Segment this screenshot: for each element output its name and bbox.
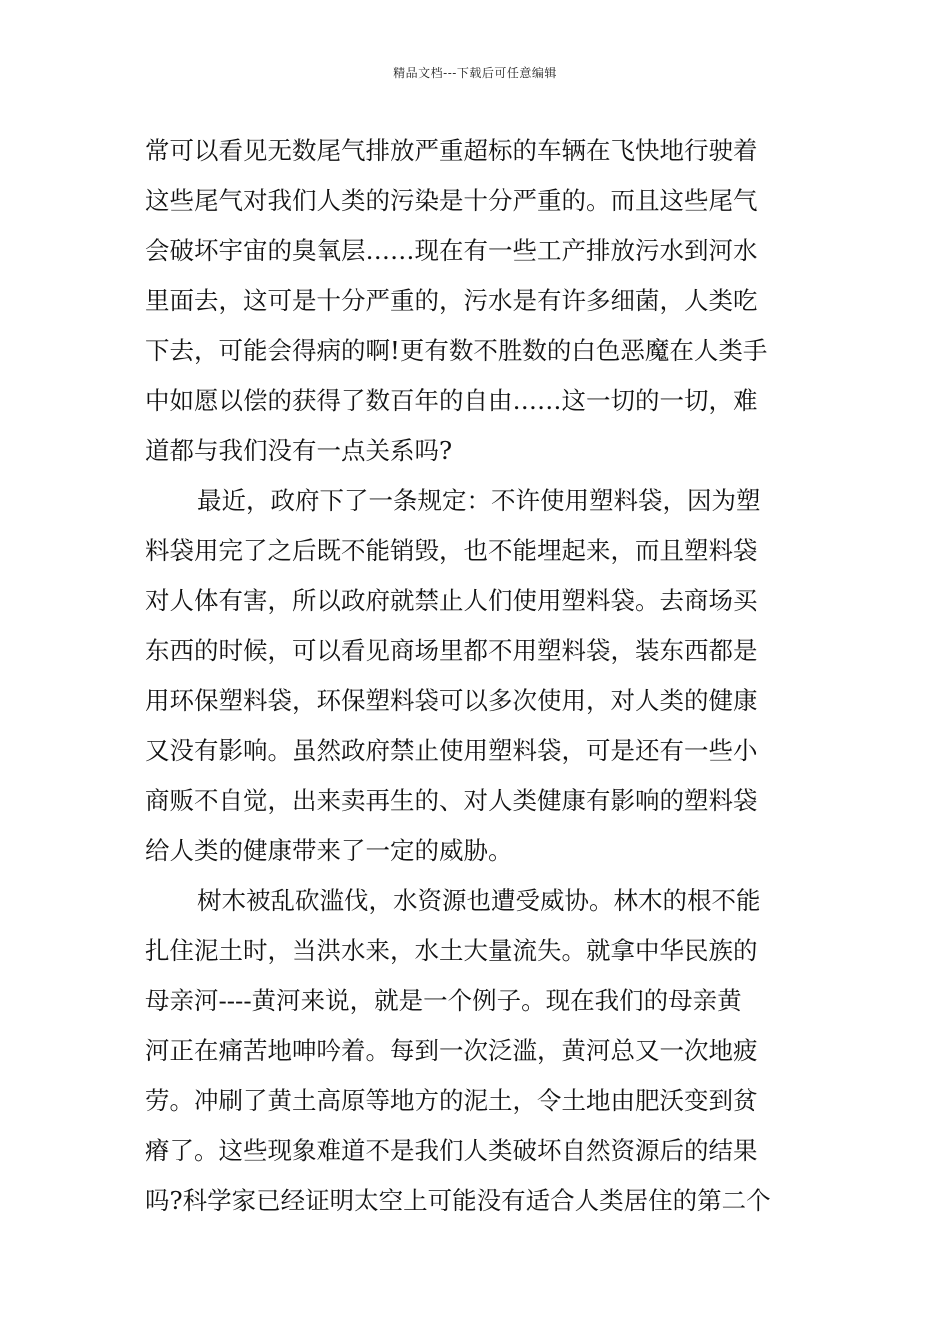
text-line: 吗?科学家已经证明太空上可能没有适合人类居住的第二个 bbox=[145, 1186, 771, 1215]
text-line: 扎住泥土时，当洪水来，水土大量流失。就拿中华民族的 bbox=[145, 936, 758, 965]
text-line: 东西的时候，可以看见商场里都不用塑料袋，装东西都是 bbox=[145, 636, 758, 665]
text-line: 这些尾气对我们人类的污染是十分严重的。而且这些尾气 bbox=[145, 186, 758, 215]
text-line: 下去，可能会得病的啊!更有数不胜数的白色恶魔在人类手 bbox=[145, 336, 768, 365]
text-line: 瘠了。这些现象难道不是我们人类破坏自然资源后的结果 bbox=[145, 1136, 758, 1165]
text-line: 里面去，这可是十分严重的，污水是有许多细菌，人类吃 bbox=[145, 286, 758, 315]
text-line: 常可以看见无数尾气排放严重超标的车辆在飞快地行驶着 bbox=[145, 136, 758, 165]
page-header: 精品文档---下载后可任意编辑 bbox=[393, 66, 557, 80]
text-line: 道都与我们没有一点关系吗? bbox=[145, 436, 453, 465]
text-line: 母亲河----黄河来说，就是一个例子。现在我们的母亲黄 bbox=[145, 986, 742, 1015]
text-line: 树木被乱砍滥伐，水资源也遭受威协。林木的根不能 bbox=[197, 886, 761, 915]
text-line: 又没有影响。虽然政府禁止使用塑料袋，可是还有一些小 bbox=[145, 736, 758, 765]
text-line: 会破坏宇宙的臭氧层……现在有一些工产排放污水到河水 bbox=[145, 236, 758, 265]
paragraph-1 bbox=[145, 126, 810, 476]
text-line: 用环保塑料袋，环保塑料袋可以多次使用，对人类的健康 bbox=[145, 686, 758, 715]
paragraph-2 bbox=[145, 476, 810, 876]
text-line: 料袋用完了之后既不能销毁，也不能埋起来，而且塑料袋 bbox=[145, 536, 758, 565]
text-line: 河正在痛苦地呻吟着。每到一次泛滥，黄河总又一次地疲 bbox=[145, 1036, 758, 1065]
text-line: 商贩不自觉，出来卖再生的、对人类健康有影响的塑料袋 bbox=[145, 786, 758, 815]
text-line: 给人类的健康带来了一定的威胁。 bbox=[145, 836, 513, 865]
text-line: 劳。冲刷了黄土高原等地方的泥土，令土地由肥沃变到贫 bbox=[145, 1086, 758, 1115]
document-body bbox=[145, 126, 810, 1226]
text-line: 中如愿以偿的获得了数百年的自由……这一切的一切，难 bbox=[145, 386, 758, 415]
text-line: 对人体有害，所以政府就禁止人们使用塑料袋。去商场买 bbox=[145, 586, 758, 615]
paragraph-3 bbox=[145, 876, 810, 1226]
text-line: 最近，政府下了一条规定：不许使用塑料袋，因为塑 bbox=[197, 486, 761, 515]
